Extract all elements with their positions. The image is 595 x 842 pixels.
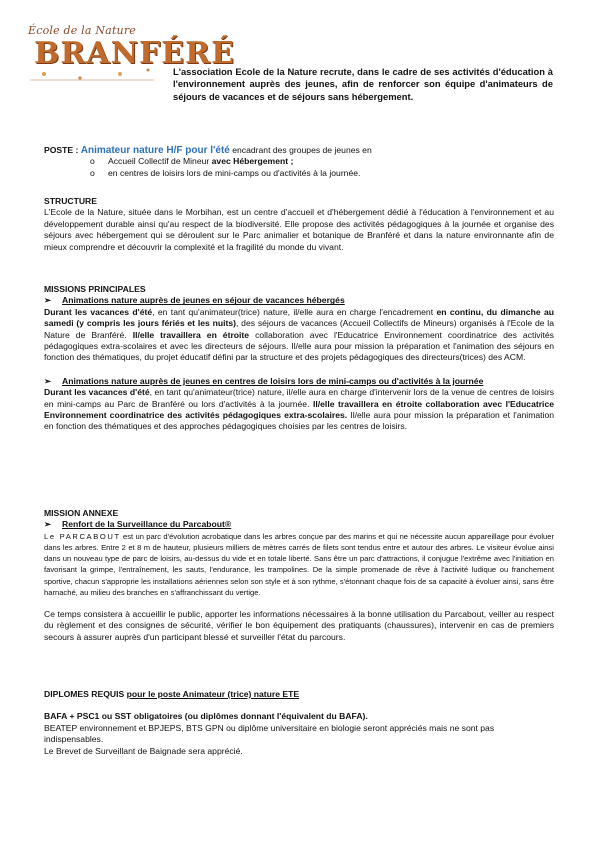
mission-2-text: Durant les vacances d'été, en tant qu'animateur(trice) nature, il/elle aura en charge d'intervenir lors de la venue de centres de loisirs en mini-camps au Parc de Branféré ou lors d'activités à la journée. Il/elle travaillera en étroite collaboration avec l'Educatrice Environnement coordinatrice des activités pédagogiques extra-scolaires. Il/elle aura pour mission la préparation et l'animation en fonction des thématiques et des approches pédagogiques choisies par les centres de loisirs. xyxy=(44,387,555,432)
structure-section xyxy=(44,196,554,253)
arrow-icon: ➢ xyxy=(44,519,52,530)
mission-1-heading: ➢ Animations nature auprès de jeunes en séjour de vacances hébergés xyxy=(44,295,345,306)
poste-bullet-2 xyxy=(90,168,554,179)
missions-section xyxy=(44,284,554,433)
logo-wordmark: BRANFÉRÉ xyxy=(34,36,235,71)
parcabout-description: Le PARCABOUT est un parc d'évolution acrobatique dans les arbres conçue par des marins et qui ne nécessite aucun appareillage pour évoluer dans les arbres. Entre 2 et 8 m de hauteur, plusieurs milliers de mètres carrés de filets sont tendus entre et autour des arbres. Le visiteur évolue ainsi dans un nouveau type de parc de loisirs, au-dessus du vide et en totale liberté. Sans être un parc d'attractions, il conjugue l'extrême avec l'initiation en favorisant la grimpe, l'entraînement, les sauts, l'endurance, les trampolines. De la simple promenade de rêve à l'activité ludique ou franchement sportive, chacun s'approprie les installations aériennes selon son style et à son rythme, s'étonnant chaque fois de sa capacité à évoluer ainsi, sans être harnaché, au milieu des branches en s'affranchissant du vertige. xyxy=(44,531,554,597)
diplomes-section xyxy=(44,689,554,757)
structure-text: L'Ecole de la Nature, située dans le Morbihan, est un centre d'accueil et d'hébergement dédié à l'éducation à l'environnement et au développement durable ainsi qu'au respect de la biodiversité. Elle propose des activités pédagogiques à la journée et organise des séjours avec hébergement qui se déroulent sur le Parc animalier et botanique de Branféré et dans la nature environnante afin de mieux comprendre et découvrir la complexité et la fragilité du monde du vivant. xyxy=(44,207,554,252)
arrow-icon: ➢ xyxy=(44,375,52,386)
annexe-duties: Ce temps consistera à accueillir le public, apporter les informations nécessaires à la bonne utilisation du Parcabout, veiller au respect du règlement et des consignes de sécurité, vérifier le bon équipement des pratiquants (chaussures), intervenir en cas de premiers secours à assurer auprès d'un participant blessé et surveiller l'état du parcours. xyxy=(44,609,554,642)
diplomes-required: BAFA + PSC1 ou SST obligatoires (ou diplômes donnant l'équivalent du BAFA). xyxy=(44,711,368,722)
diplomes-title: DIPLOMES REQUIS pour le poste Animateur (trice) nature ETE xyxy=(44,689,300,699)
poste-line xyxy=(44,145,554,156)
arrow-icon: ➢ xyxy=(44,295,52,306)
poste-label: POSTE : xyxy=(44,145,81,155)
logo-subtitle: École de la Nature xyxy=(28,24,137,37)
intro-paragraph: L'association Ecole de la Nature recrute, dans le cadre de ses activités d'éducation à l'environnement auprès des jeunes, afin de renforcer son équipe d'animateurs de séjours de vacances et de séjours sans hébergement. xyxy=(173,66,553,102)
annexe-section xyxy=(44,508,554,643)
mission-2-heading: ➢ Animations nature auprès de jeunes en centres de loisirs lors de mini-camps ou d'activités à la journée xyxy=(44,375,484,386)
poste-section xyxy=(44,145,554,179)
poste-rest: encadrant des groupes de jeunes en xyxy=(229,145,372,155)
annexe-heading: ➢ Renfort de la Surveillance du Parcabout® xyxy=(44,519,232,530)
diplomes-bonus: Le Brevet de Surveillant de Baignade sera apprécié. xyxy=(44,745,243,756)
poste-bullet-1 xyxy=(90,156,554,167)
bullet-marker: o xyxy=(90,156,95,167)
ecole-nature-logo xyxy=(20,22,235,92)
mission-1-text: Durant les vacances d'été, en tant qu'animateur(trice) nature, il/elle aura en charge l'encadrement en continu, du dimanche au samedi (y compris les jours fériés et les nuits), des séjours de vacances (Accueil Collectifs de Mineurs) organisés à l'Ecole de la Nature de Branféré. Il/elle travaillera en étroite collaboration avec l'Educatrice Environnement coordinatrice des activités pédagogiques extra-scolaires et avec les directeurs de séjours. Il/elle aura pour mission la préparation et l'animation des séjours en fonction des thématiques, du projet éducatif défini par la structure et des projets pédagogiques des directeurs(trices) des ACM. xyxy=(44,306,554,363)
diplomes-appreciated: BEATEP environnement et BPJEPS, BTS GPN ou diplôme universitaire en biologie seront appréciés mais ne sont pas indispensables. xyxy=(44,722,495,745)
annexe-title: MISSION ANNEXE xyxy=(44,508,119,518)
bullet-bold: avec Hébergement ; xyxy=(211,156,294,167)
bullet-text: Accueil Collectif de Mineur xyxy=(108,156,212,167)
structure-title: STRUCTURE xyxy=(44,196,97,206)
bullet-text: en centres de loisirs lors de mini-camps ou d'activités à la journée. xyxy=(108,167,361,178)
missions-title: MISSIONS PRINCIPALES xyxy=(44,284,146,294)
bullet-marker: o xyxy=(90,167,95,178)
poste-title: Animateur nature H/F pour l'été xyxy=(80,145,230,156)
